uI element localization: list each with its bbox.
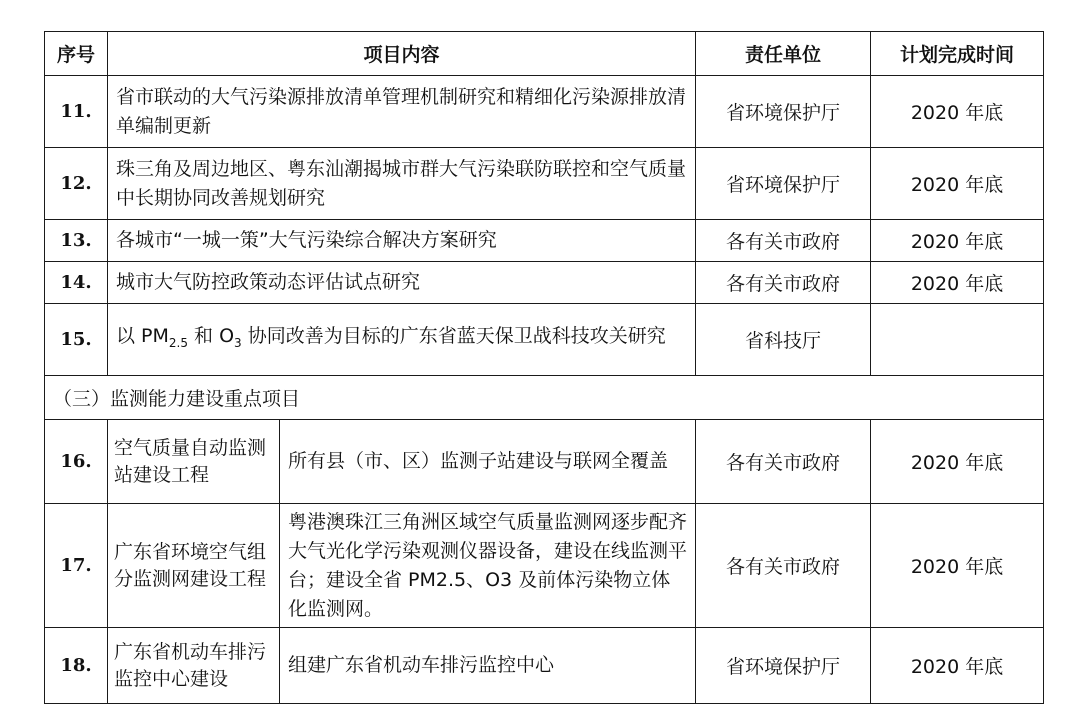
table-row bbox=[45, 76, 1044, 148]
table-row bbox=[45, 262, 1044, 304]
row-unit: 省科技厅 bbox=[696, 304, 871, 376]
header-time: 计划完成时间 bbox=[871, 32, 1044, 76]
row-unit: 省环境保护厅 bbox=[696, 148, 871, 220]
row-content: 各城市“一城一策”大气污染综合解决方案研究 bbox=[108, 220, 696, 262]
row-unit: 各有关市政府 bbox=[696, 504, 871, 628]
header-seq: 序号 bbox=[45, 32, 108, 76]
row-project: 空气质量自动监测站建设工程 bbox=[108, 420, 280, 504]
row-number: 15. bbox=[45, 304, 108, 376]
table-header-row bbox=[45, 32, 1044, 76]
row15-content-post: 协同改善为目标的广东省蓝天保卫战科技攻关研究 bbox=[241, 324, 666, 347]
row15-content-sub: 2.5 bbox=[168, 335, 188, 350]
row-number: 17. bbox=[45, 504, 108, 628]
row-time: 2020 年底 bbox=[871, 420, 1044, 504]
row15-content-sub2: 3 bbox=[234, 335, 242, 350]
row-content: 省市联动的大气污染源排放清单管理机制研究和精细化污染源排放清单编制更新 bbox=[108, 76, 696, 148]
table-row bbox=[45, 420, 1044, 504]
row-number: 14. bbox=[45, 262, 108, 304]
header-unit: 责任单位 bbox=[696, 32, 871, 76]
row15-content-mid: 和 O bbox=[187, 324, 235, 347]
project-table bbox=[44, 31, 1044, 704]
row-time: 2020 年底 bbox=[871, 220, 1044, 262]
row-content: 组建广东省机动车排污监控中心 bbox=[280, 628, 696, 704]
section-title: （三）监测能力建设重点项目 bbox=[45, 376, 1044, 420]
row-unit: 各有关市政府 bbox=[696, 220, 871, 262]
table-row bbox=[45, 148, 1044, 220]
table-row bbox=[45, 628, 1044, 704]
row-time: 2020 年底 bbox=[871, 76, 1044, 148]
row-number: 13. bbox=[45, 220, 108, 262]
row-content: 珠三角及周边地区、粤东汕潮揭城市群大气污染联防联控和空气质量中长期协同改善规划研究 bbox=[108, 148, 696, 220]
row-unit: 省环境保护厅 bbox=[696, 628, 871, 704]
row-content: 粤港澳珠江三角洲区域空气质量监测网逐步配齐大气光化学污染观测仪器设备，建设在线监测平台；建设全省 PM2.5、O3 及前体污染物立体化监测网。 bbox=[280, 504, 696, 628]
row15-content-pre: 以 PM bbox=[116, 324, 169, 347]
row-number: 16. bbox=[45, 420, 108, 504]
header-content: 项目内容 bbox=[108, 32, 696, 76]
row-unit: 省环境保护厅 bbox=[696, 76, 871, 148]
row-unit: 各有关市政府 bbox=[696, 420, 871, 504]
row-unit: 各有关市政府 bbox=[696, 262, 871, 304]
row-content bbox=[108, 304, 696, 376]
row-project: 广东省机动车排污监控中心建设 bbox=[108, 628, 280, 704]
table-row bbox=[45, 504, 1044, 628]
row-number: 11. bbox=[45, 76, 108, 148]
row-time: 2020 年底 bbox=[871, 262, 1044, 304]
table-row bbox=[45, 304, 1044, 376]
row-content: 城市大气防控政策动态评估试点研究 bbox=[108, 262, 696, 304]
row-content: 所有县（市、区）监测子站建设与联网全覆盖 bbox=[280, 420, 696, 504]
row-time: 2020 年底 bbox=[871, 628, 1044, 704]
table-row bbox=[45, 220, 1044, 262]
row-time: 2020 年底 bbox=[871, 148, 1044, 220]
row-project: 广东省环境空气组分监测网建设工程 bbox=[108, 504, 280, 628]
row-time bbox=[871, 304, 1044, 376]
row-number: 18. bbox=[45, 628, 108, 704]
row-number: 12. bbox=[45, 148, 108, 220]
row-time: 2020 年底 bbox=[871, 504, 1044, 628]
section-row bbox=[45, 376, 1044, 420]
